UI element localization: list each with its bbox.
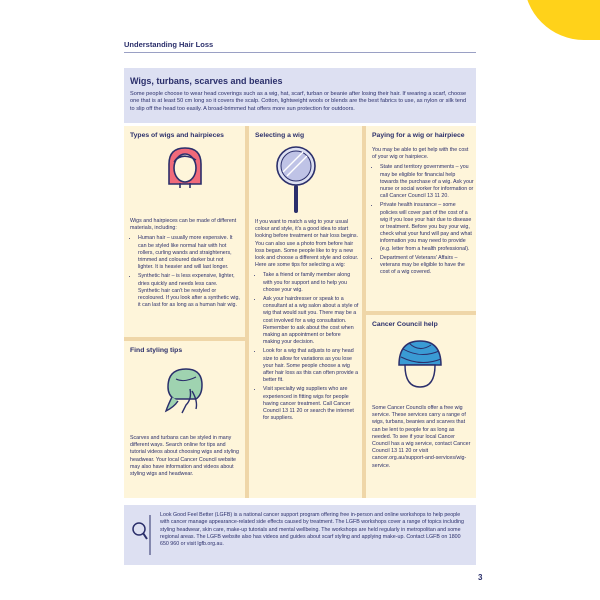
types-panel: [124, 126, 245, 337]
hand-mirror-icon: [273, 142, 319, 218]
council-title: Cancer Council help: [372, 321, 438, 328]
council-panel: [366, 315, 476, 498]
content-grid: [124, 126, 476, 498]
corner-accent-shape: [524, 0, 600, 40]
styling-title: Find styling tips: [130, 347, 183, 354]
header-divider: [124, 52, 476, 53]
paying-lead: You may be able to get help with the cost of your wig or hairpiece.: [372, 147, 469, 161]
selecting-list: [255, 272, 359, 422]
selecting-lead: If you want to match a wig to your usual colour and style, it's a good idea to start looking before treatment or hair loss begins. You can also use a photo from before hair loss began. Some people like to try a new look and choose a different style and colour. Here are some tips for selecting a wig:: [255, 219, 359, 269]
paying-panel: [366, 126, 476, 311]
page-number: 3: [478, 573, 483, 582]
paying-list: [372, 164, 474, 276]
list-item: • Visit specialty wig suppliers who are experienced in fitting wigs for people having cancer treatment. Call Cancer Council 13 11 20 or search the internet for suppliers.: [263, 386, 359, 422]
styling-text: Scarves and turbans can be styled in many different ways. Search online for tips and tutorial videos about choosing wigs and styling headwear. Your local Cancer Council website may also have information and videos about styling wigs and headwear.: [130, 435, 239, 478]
list-item: • Take a friend or family member along with you for support and to help you choose your wig.: [263, 272, 359, 294]
running-header: Understanding Hair Loss: [124, 40, 214, 49]
list-item: • Look for a wig that adjusts to any head size to allow for variations as you lose your hair. Some people choose a wig after hair loss as this can often provide a better fit.: [263, 348, 359, 384]
types-title: Types of wigs and hairpieces: [130, 132, 224, 139]
intro-text: Some people choose to wear head coverings such as a wig, hat, scarf, turban or beanie after losing their hair. If wearing a scarf, choose one that is at least 50 cm long so it covers the scalp. Cotton, lightweight wools or blends are the best fabrics to use, as nylon or silk tend to slip off the head too easily. A broad-brimmed hat offers more sun protection for outdoors.: [130, 91, 467, 112]
types-list: [130, 235, 240, 309]
lgfb-callout: [124, 505, 476, 565]
list-item: • Department of Veterans' Affairs – veterans may be eligible to have the cost of a wig covered.: [380, 255, 474, 277]
selecting-title: Selecting a wig: [255, 132, 305, 139]
intro-title: Wigs, turbans, scarves and beanies: [130, 76, 283, 86]
wig-icon: [162, 144, 208, 190]
types-lead: Wigs and hairpieces can be made of different materials, including:: [130, 218, 237, 232]
council-text: Some Cancer Councils offer a free wig service. These services carry a range of wigs, turbans, beanies and scarves that can be lent to people for as long as needed. To see if your local Cancer Council has a wig service, contact Cancer Council 13 11 20 or visit cancer.org.au/support-and-services/wig-service.: [372, 405, 471, 469]
styling-panel: [124, 341, 245, 498]
list-item: • Human hair – usually more expensive. It can be styled like normal hair with hot rollers, curling wands and straighteners, trimmed and coloured darker but not lighter. It is heavier and will last longer.: [138, 235, 240, 271]
list-item: • Private health insurance – some policies will cover part of the cost of a wig if you lose your hair due to disease or treatment. Before you buy your wig, check what your fund will pay and what information you may need to provide (e.g. letter from a health professional).: [380, 202, 474, 252]
list-item: • Ask your hairdresser or speak to a consultant at a wig salon about a style of wig that would suit you. There may be a cost involved for a wig consultation. Remember to ask about the cost when making an appointment or before making your decision.: [263, 296, 359, 346]
headscarf-icon: [160, 365, 208, 415]
paying-title: Paying for a wig or hairpiece: [372, 132, 465, 139]
turban-icon: [391, 337, 449, 393]
selecting-panel: [249, 126, 362, 498]
magnifier-icon: [130, 513, 152, 557]
list-item: • State and territory governments – you may be eligible for financial help towards the purchase of a wig. Ask your nurse or social worker for information or call Cancer Council 13 11 20.: [380, 164, 474, 200]
list-item: • Synthetic hair – is less expensive, lighter, dries quickly and needs less care. Synthetic hair can't be restyled or recoloured. If you look after a synthetic wig, it can last for as long as a human hair wig.: [138, 273, 240, 309]
lgfb-text: Look Good Feel Better (LGFB) is a national cancer support program offering free in-person and online workshops to help people with cancer manage appearance-related side effects caused by treatment. The LGFB workshops cover a range of topics including styling headwear, skin care, make-up tutorials and mental wellbeing. The workshops are held regularly in metropolitan and some regional areas. The LGFB website also has videos and guides about scarf styling and applying make-up. Contact LGFB on 1800 650 960 or visit lgfb.org.au.: [160, 512, 464, 548]
intro-box: [124, 68, 476, 123]
